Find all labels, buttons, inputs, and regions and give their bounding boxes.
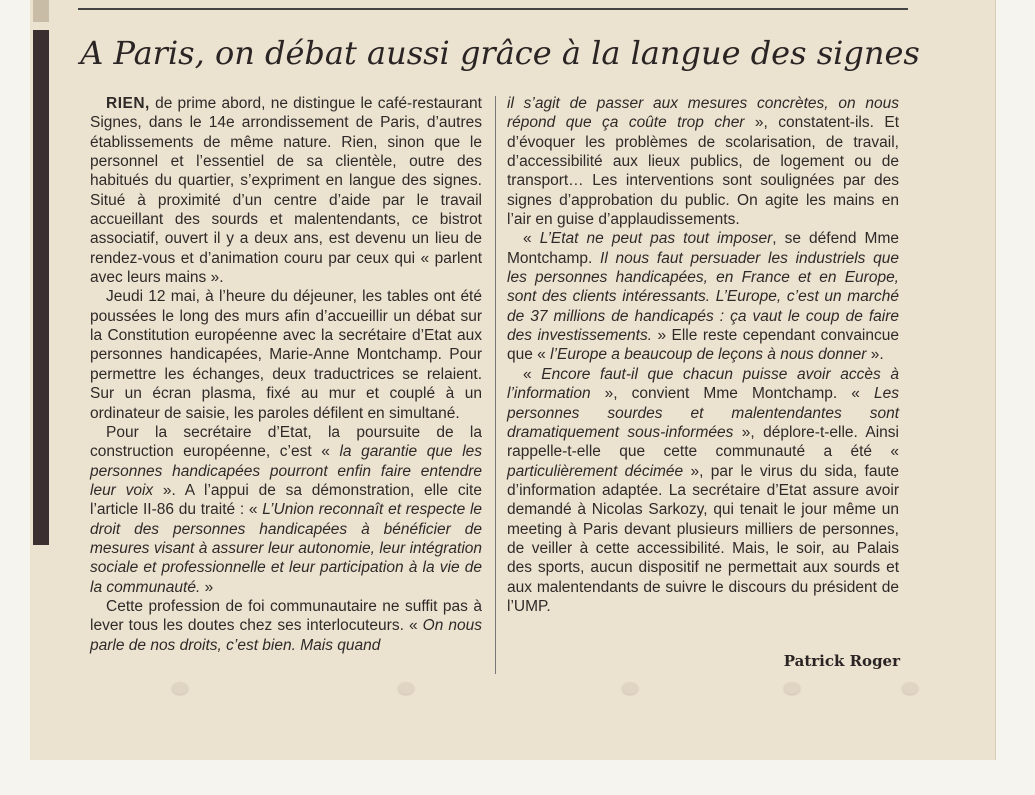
- text-run: » Elle reste cependant convaincue que «: [507, 327, 899, 364]
- text-run: ». A l’appui de sa démonstration, elle cite l’article II-86 du traité : «: [90, 481, 482, 519]
- lead-word: RIEN,: [106, 95, 150, 112]
- text-run: Cette profession de foi communautaire ne suffit pas à lever tous les doutes chez ses interlocuteurs. «: [90, 597, 482, 635]
- paragraph-7: [507, 365, 899, 616]
- article-column-2: [507, 94, 899, 616]
- text-run: », convient Mme Montchamp. «: [590, 385, 874, 403]
- article-headline: A Paris, on débat aussi grâce à la langue des signes: [80, 34, 920, 72]
- top-rule: [78, 8, 908, 10]
- staple-mark: [398, 682, 414, 694]
- quote-run: particulièrement décimée: [507, 462, 684, 480]
- quote-run: la garantie que les personnes handicapées pourront enfin faire entendre leur voix: [90, 443, 483, 499]
- paragraph-5: [507, 94, 899, 229]
- text-run: »: [200, 578, 214, 596]
- top-edge-stripe: [33, 0, 49, 22]
- text-run: , se défend Mme Montchamp.: [507, 230, 899, 267]
- quote-run: Il nous faut persuader les industriels que les personnes handicapées, en France et en Europe, sont des clients intéressants. L’Europe, c’est un marché de 37 millions de handicapés : ça vaut le coup de faire des investissements.: [507, 249, 899, 345]
- paragraph-1: [90, 94, 482, 287]
- staple-mark: [902, 682, 918, 694]
- quote-run: il s’agit de passer aux mesures concrètes, on nous répond que ça coûte trop cher: [507, 95, 899, 132]
- paragraph-2: Jeudi 12 mai, à l’heure du déjeuner, les tables ont été poussées le long des murs afin d’accueillir un débat sur la Constitution européenne avec la secrétaire d’Etat aux personnes handicapées, Marie-Anne Montchamp. Pour permettre les échanges, deux traductrices se relaient. Sur un écran plasma, fixé au mur et couplé à un ordinateur de saisie, les paroles défilent en simultané.: [90, 288, 482, 422]
- paragraph-6: [507, 229, 899, 364]
- staple-mark: [172, 682, 188, 694]
- column-divider: [495, 96, 496, 674]
- article-column-1: [90, 94, 482, 655]
- article-byline: Patrick Roger: [783, 652, 900, 670]
- paragraph-3: [90, 423, 482, 597]
- quote-run: On nous parle de nos droits, c’est bien. Mais quand: [90, 617, 482, 654]
- quote-run: Encore faut-il que chacun puisse avoir accès à l’information: [507, 365, 899, 403]
- text-run: «: [523, 230, 540, 248]
- text-run: », déplore-t-elle. Ainsi rappelle-t-elle que cette communauté a été «: [507, 423, 899, 461]
- paragraph-text: de prime abord, ne distingue le café-restaurant Signes, dans le 14e arrondissement de Paris, d’autres établissements de même nature. Rien, sinon que le personnel et l’essentiel de sa clientèle, outre des habitués du quartier, s’expriment en langue des signes. Situé à proximité d’un centre d’aide par le travail accueillant des sourds et malentendants, ce bistrot associatif, ouvert il y a deux ans, est devenu un lieu de rendez-vous et d’animation couru par ceux qui « parlent avec leurs mains ».: [90, 95, 482, 287]
- text-run: Pour la secrétaire d’Etat, la poursuite de la construction européenne, c’est «: [90, 423, 482, 461]
- text-run: », par le virus du sida, faute d’information adaptée. La secrétaire d’Etat assure avoir demandé à Nicolas Sarkozy, qui tenait le jour même un meeting à Paris devant plusieurs milliers de personnes, de veiller à cette accessibilité. Mais, le soir, au Palais des sports, aucun dispositif ne permettait aux sourds et aux malentendants de suivre le discours du président de l’UMP.: [507, 462, 900, 615]
- quote-run: L’Etat ne peut pas tout imposer: [539, 230, 773, 248]
- text-run: ».: [866, 346, 884, 364]
- left-margin-bar: [33, 30, 49, 545]
- quote-run: L’Union reconnaît et respecte le droit des personnes handicapées à bénéficier de mesures visant à assurer leur autonomie, leur intégration sociale et professionnelle et leur participation à la vie de la communauté.: [90, 501, 483, 596]
- quote-run: Les personnes sourdes et malentendantes sont dramatiquement sous-informées: [507, 385, 899, 441]
- staple-mark: [784, 682, 800, 694]
- text-run: «: [523, 365, 542, 383]
- paragraph-4: [90, 597, 482, 655]
- quote-run: l’Europe a beaucoup de leçons à nous donner: [550, 346, 867, 364]
- staple-mark: [622, 682, 638, 694]
- text-run: », constatent-ils. Et d’évoquer les problèmes de scolarisation, de travail, d’accessibilité aux lieux publics, de logement ou de transport… Les interventions sont soulignées par des signes d’approbation du public. On agite les mains en l’air en guise d’applaudissements.: [507, 114, 899, 229]
